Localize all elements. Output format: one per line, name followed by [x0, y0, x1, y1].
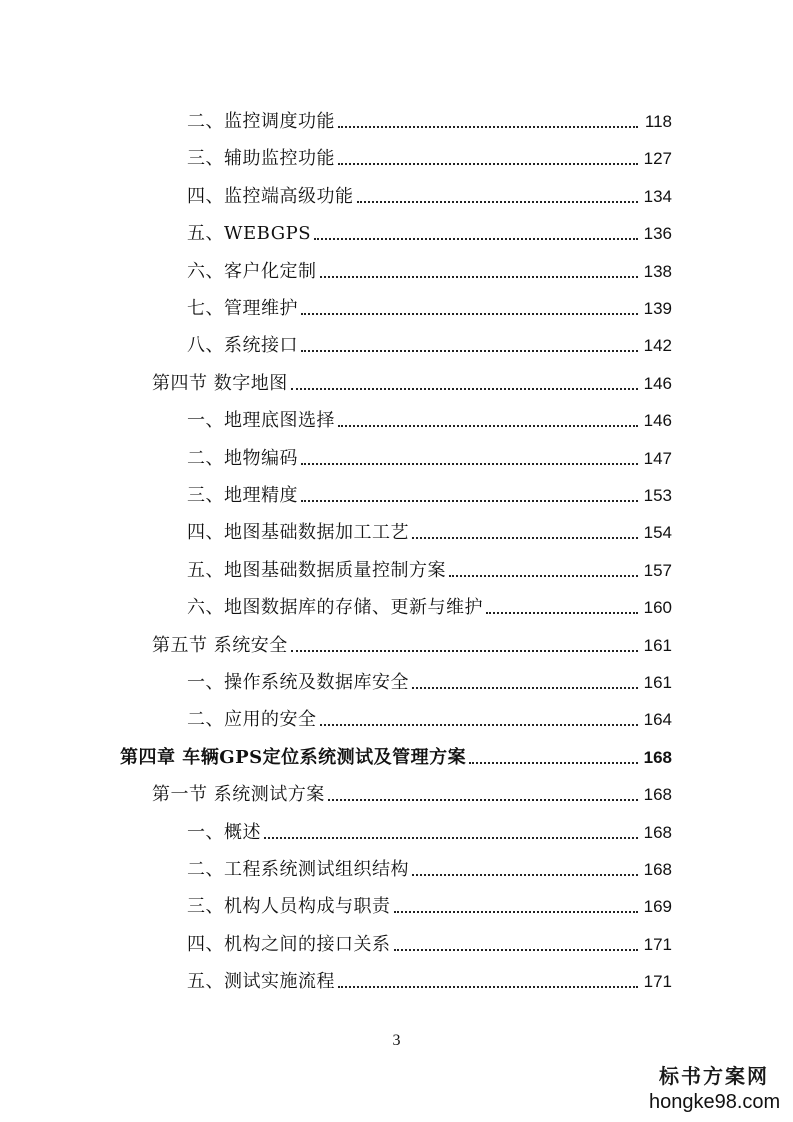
toc-entry-page: 136	[643, 224, 672, 244]
toc-entry-title: 第四章 车辆GPS定位系统测试及管理方案	[120, 746, 467, 768]
watermark-name: 标书方案网	[659, 1064, 769, 1088]
toc-entry[interactable]	[0, 290, 672, 320]
toc-leader-dots	[449, 575, 638, 577]
toc-entry[interactable]	[0, 178, 672, 208]
toc-entry-page: 138	[643, 261, 672, 281]
toc-leader-dots	[314, 238, 638, 240]
toc-entry-title: 一、操作系统及数据库安全	[187, 672, 409, 693]
toc-entry-title: 二、地物编码	[187, 447, 298, 469]
page-number: 3	[392, 1032, 401, 1049]
toc-entry-page: 171	[643, 972, 672, 992]
toc-leader-dots	[301, 350, 638, 352]
toc-leader-dots	[412, 687, 638, 689]
toc-entry-page: 146	[643, 411, 672, 431]
toc-entry-page: 168	[643, 860, 672, 879]
toc-entry[interactable]	[0, 103, 672, 133]
toc-entry-page: 164	[643, 710, 672, 730]
toc-entry[interactable]	[0, 814, 672, 844]
toc-entry[interactable]	[0, 365, 672, 395]
toc-leader-dots	[357, 201, 639, 203]
toc-entry[interactable]	[0, 739, 672, 769]
toc-entry[interactable]	[0, 776, 672, 806]
toc-leader-dots	[394, 949, 639, 951]
toc-entry-title: 五、测试实施流程	[187, 971, 335, 993]
toc-entry[interactable]	[0, 140, 672, 170]
toc-leader-dots	[328, 799, 638, 801]
toc-entry[interactable]	[0, 627, 672, 657]
toc-entry-page: 139	[643, 299, 672, 318]
toc-entry-title: 三、机构人员构成与职责	[187, 896, 391, 918]
toc-entry-page: 146	[643, 373, 672, 393]
toc-leader-dots	[394, 911, 639, 913]
toc-leader-dots	[338, 163, 638, 165]
toc-leader-dots	[291, 650, 638, 652]
toc-entry-page: 157	[643, 560, 672, 580]
toc-entry[interactable]	[0, 552, 672, 582]
toc-entry-title: 四、机构之间的接口关系	[187, 933, 391, 955]
toc-entry[interactable]	[0, 851, 672, 881]
toc-leader-dots	[338, 425, 638, 427]
toc-entry-title: 八、系统接口	[187, 335, 298, 357]
toc-entry-title: 二、应用的安全	[187, 709, 317, 731]
toc-entry[interactable]	[0, 888, 672, 918]
toc-leader-dots	[264, 837, 638, 839]
toc-entry-title: 二、监控调度功能	[187, 111, 335, 132]
toc-entry[interactable]	[0, 477, 672, 507]
toc-leader-dots	[338, 126, 638, 128]
toc-leader-dots	[412, 537, 638, 539]
toc-entry-title: 三、地理精度	[187, 485, 298, 506]
toc-entry-page: 161	[643, 635, 672, 655]
toc-entry[interactable]	[0, 926, 672, 956]
toc-entry-page: 118	[644, 112, 672, 131]
toc-entry[interactable]	[0, 963, 672, 993]
toc-entry-page: 153	[643, 486, 672, 505]
toc-entry[interactable]	[0, 664, 672, 694]
toc-entry-page: 169	[643, 897, 672, 917]
toc-entry-title: 第四节 数字地图	[152, 372, 288, 394]
toc-leader-dots	[301, 500, 638, 502]
toc-leader-dots	[486, 612, 638, 614]
toc-leader-dots	[320, 724, 639, 726]
toc-entry-title: 七、管理维护	[187, 298, 298, 319]
toc-entry-page: 134	[643, 186, 672, 206]
toc-leader-dots	[320, 276, 639, 278]
toc-entry-title: 一、概述	[187, 821, 261, 843]
toc-leader-dots	[301, 463, 638, 465]
toc-entry-page: 147	[643, 448, 672, 468]
toc-entry-page: 154	[643, 523, 672, 543]
toc-entry[interactable]	[0, 327, 672, 357]
toc-entry[interactable]	[0, 701, 672, 731]
toc-entry-title: 六、地图数据库的存储、更新与维护	[187, 597, 483, 619]
toc-entry[interactable]	[0, 402, 672, 432]
toc-leader-dots	[301, 313, 638, 315]
toc-entry-title: 第五节 系统安全	[152, 634, 288, 656]
toc-entry-title: 二、工程系统测试组织结构	[187, 859, 409, 880]
toc-entry-title: 五、地图基础数据质量控制方案	[187, 559, 446, 581]
toc-entry-page: 168	[643, 785, 672, 805]
watermark-url: hongke98.com	[649, 1091, 781, 1113]
toc-entry[interactable]	[0, 253, 672, 283]
toc-leader-dots	[291, 388, 638, 390]
toc-entry-title: 五、WEBGPS	[187, 223, 312, 245]
toc-entry-title: 四、地图基础数据加工工艺	[187, 522, 409, 544]
toc-entry-page: 160	[643, 598, 672, 618]
toc-entry-page: 161	[643, 673, 672, 692]
toc-entry-page: 142	[643, 336, 672, 356]
toc-entry-title: 六、客户化定制	[187, 260, 317, 282]
toc-entry-title: 四、监控端高级功能	[187, 185, 354, 207]
toc-entry-title: 第一节 系统测试方案	[152, 784, 325, 806]
toc-entry-page: 168	[643, 822, 672, 842]
toc-entry[interactable]	[0, 514, 672, 544]
toc-leader-dots	[338, 986, 638, 988]
toc-entry-title: 三、辅助监控功能	[187, 148, 335, 170]
toc-leader-dots	[412, 874, 638, 876]
toc-entry-page: 127	[643, 149, 672, 169]
toc-entry[interactable]	[0, 589, 672, 619]
watermark-logo	[649, 1060, 779, 1114]
toc-entry-title: 一、地理底图选择	[187, 410, 335, 432]
toc-entry[interactable]	[0, 215, 672, 245]
toc-entry-page: 171	[643, 934, 672, 954]
toc-entry-page: 168	[643, 747, 672, 767]
toc-entry[interactable]	[0, 440, 672, 470]
toc-leader-dots	[469, 762, 638, 764]
